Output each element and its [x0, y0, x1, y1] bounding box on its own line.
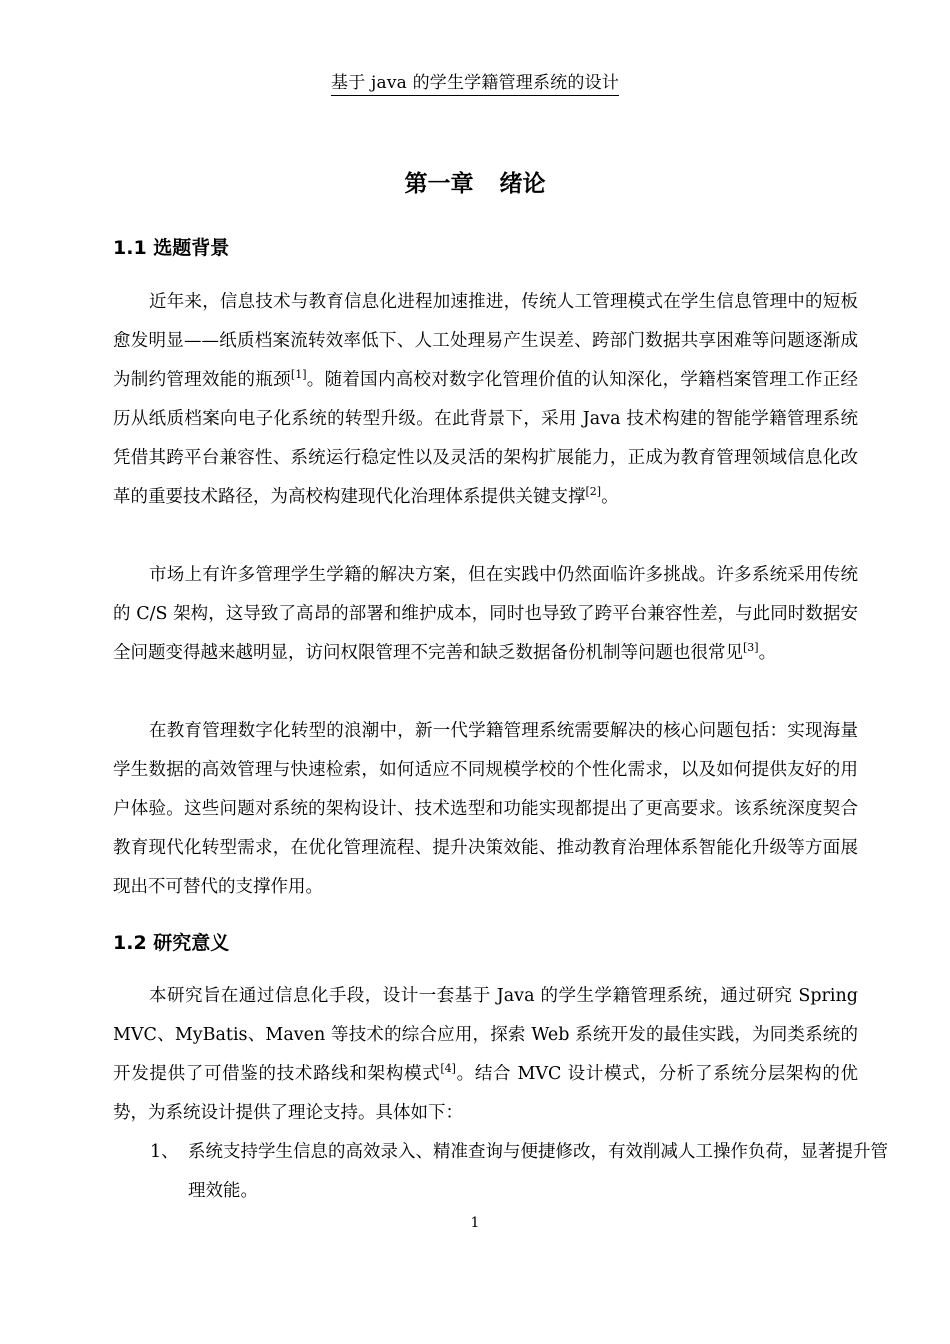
- list-item-text: 系统支持学生信息的高效录入、精准查询与便捷修改，有效削减人工操作负荷，显著提升管理效能。: [188, 1142, 888, 1201]
- paragraph-text: 。随着国内高校对数字化管理价值的认知深化，学籍档案管理工作正经历从纸质档案向电子化系统的转型升级。在此背景下，采用 Java 技术构建的智能学籍管理系统凭借其跨平台兼容性、系统运行稳定性以及灵活的架构扩展能力，正成为教育管理领域信息化改革的重要技术路径，为高校构建现代化治理体系提供关键支撑: [113, 370, 858, 507]
- citation-ref: [3]: [743, 641, 759, 655]
- paragraph-text: 市场上有许多管理学生学籍的解决方案，但在实践中仍然面临许多挑战。许多系统采用传统的 C/S 架构，这导致了高昂的部署和维护成本，同时也导致了跨平台兼容性差，与此同时数据安全问题变得越来越明显，访问权限管理不完善和缺乏数据备份机制等问题也很常见: [113, 565, 858, 663]
- paragraph-significance-1: [113, 977, 858, 1133]
- chapter-title: 第一章 绪论: [404, 171, 546, 197]
- citation-ref: [4]: [440, 1062, 456, 1076]
- running-header-title: 基于 java 的学生学籍管理系统的设计: [331, 73, 619, 96]
- list-item-number: 1、: [150, 1142, 179, 1162]
- running-header: [0, 68, 950, 93]
- paragraph-text: 在教育管理数字化转型的浪潮中，新一代学籍管理系统需要解决的核心问题包括：实现海量学生数据的高效管理与快速检索，如何适应不同规模学校的个性化需求，以及如何提供友好的用户体验。这些问题对系统的架构设计、技术选型和功能实现都提出了更高要求。该系统深度契合教育现代化转型需求，在优化管理流程、提升决策效能、推动教育治理体系智能化升级等方面展现出不可替代的支撑作用。: [113, 721, 858, 897]
- citation-ref: [1]: [290, 368, 307, 382]
- paragraph-text: 。: [601, 487, 619, 507]
- paragraph-text: 本研究旨在通过信息化手段，设计一套基于 Java 的学生学籍管理系统，通过研究 Spring MVC、MyBatis、Maven 等技术的综合应用，探索 Web 系统开发的最佳实践，为同类系统的开发提供了可借鉴的技术路线和架构模式: [113, 986, 858, 1084]
- citation-ref: [2]: [585, 485, 602, 499]
- paragraph-text: 。结合 MVC 设计模式，分析了系统分层架构的优势，为系统设计提供了理论支持。具体如下：: [113, 1064, 859, 1123]
- page-number: 1: [470, 1215, 480, 1231]
- paragraph-background-3: [113, 712, 858, 907]
- section-heading-1-1: 1.1 选题背景: [113, 237, 230, 259]
- paragraph-text: 近年来，信息技术与教育信息化进程加速推进，传统人工管理模式在学生信息管理中的短板愈发明显——纸质档案流转效率低下、人工处理易产生误差、跨部门数据共享困难等问题逐渐成为制约管理效能的瓶颈: [113, 292, 858, 390]
- paragraph-background-1: [113, 283, 858, 517]
- paragraph-background-2: [113, 556, 858, 673]
- paragraph-text: 。: [758, 643, 777, 663]
- section-heading-1-2: 1.2 研究意义: [113, 932, 230, 954]
- list-item: [150, 1133, 898, 1211]
